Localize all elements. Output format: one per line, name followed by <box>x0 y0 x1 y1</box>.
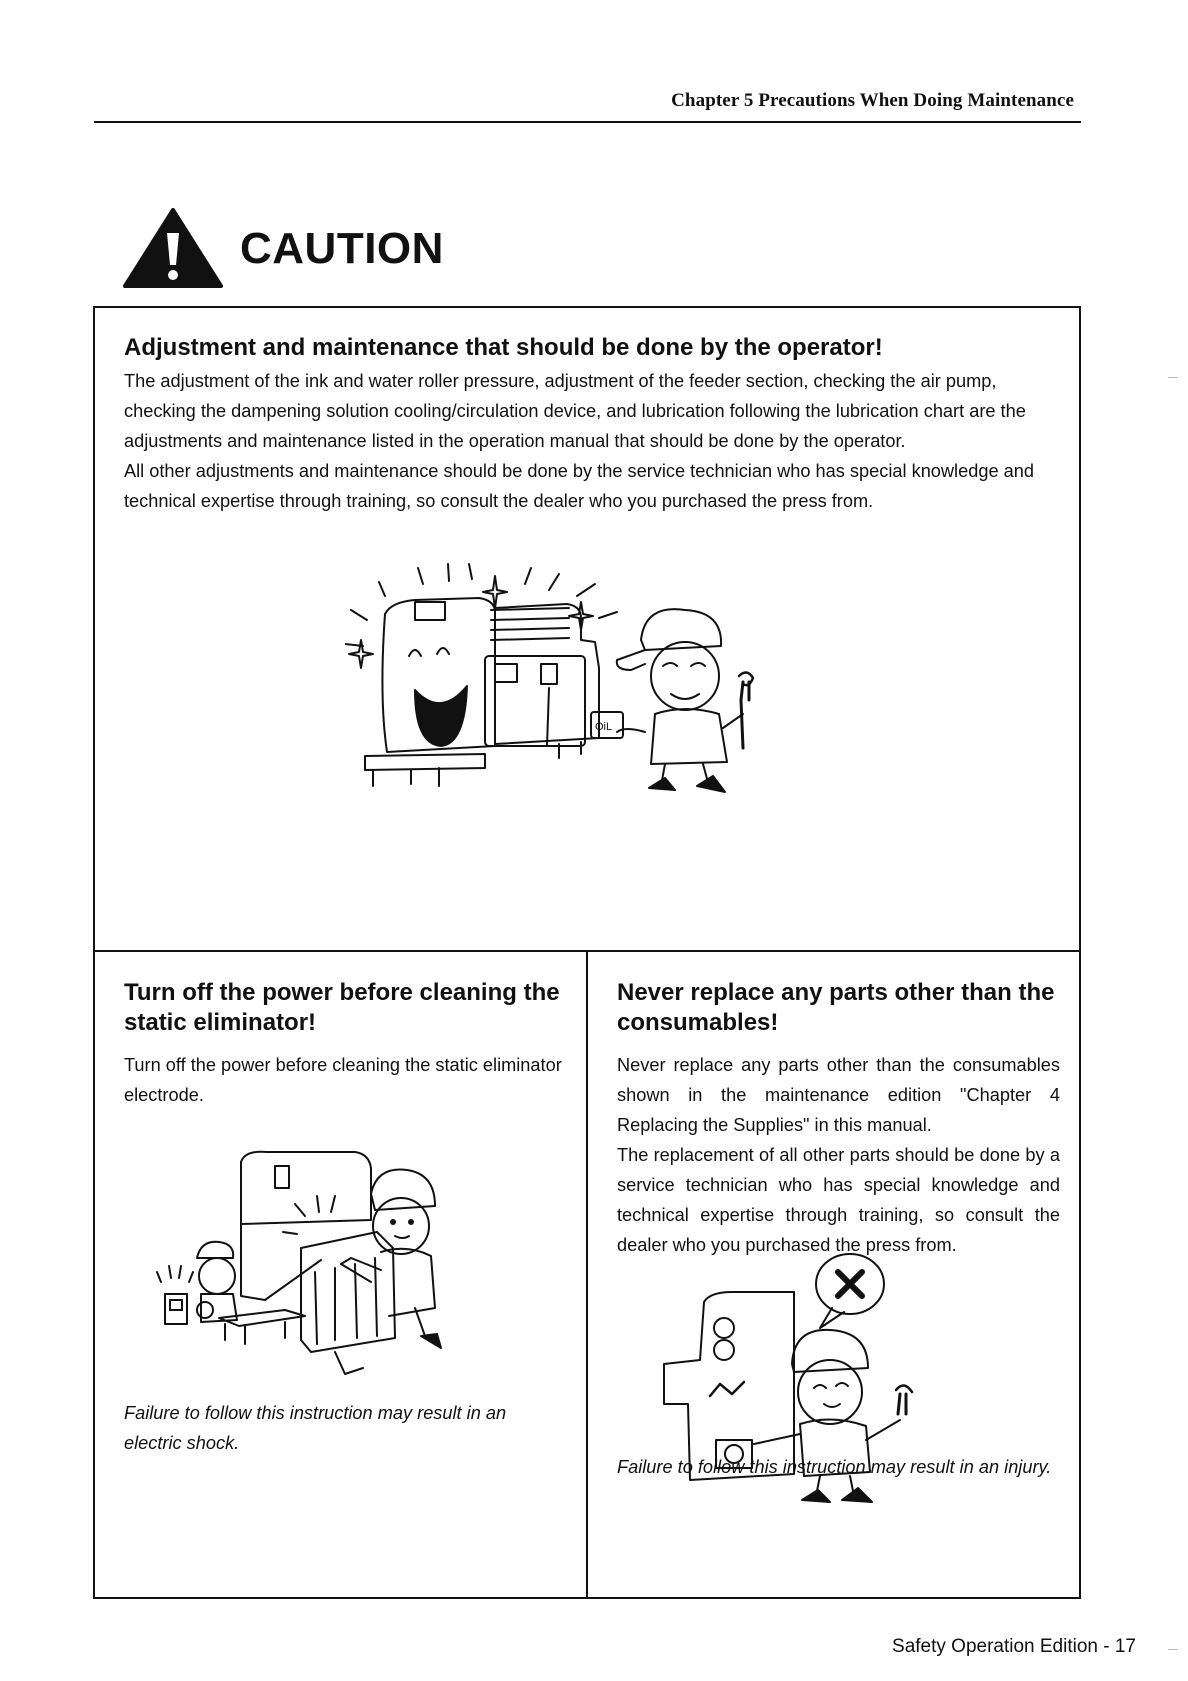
paragraph: Never replace any parts other than the consumables shown in the maintenance edition "Chapter 4 Replacing the Supplies" in this manual. <box>617 1055 1060 1135</box>
static-eliminator-section <box>93 950 588 1599</box>
oil-can-label: OiL <box>595 721 613 733</box>
header-rule <box>94 121 1081 123</box>
section-body <box>617 1050 1060 1260</box>
happy-press-and-operator-illustration <box>345 548 795 808</box>
replace-parts-section <box>586 950 1081 1599</box>
page-footer: Safety Operation Edition - 17 <box>892 1636 1136 1657</box>
printing-press <box>365 598 599 786</box>
printing-press <box>219 1152 371 1344</box>
section-body: Turn off the power before cleaning the static eliminator electrode. <box>124 1055 562 1105</box>
paragraph: The adjustment of the ink and water roller pressure, adjustment of the feeder section, checking the air pump, checking the dampening solution cooling/circulation device, and lubrication following the lubrication chart are the adjustments and maintenance listed in the operation manual that should be done by the operator. <box>124 371 1026 451</box>
sparkle-lines <box>283 1196 335 1234</box>
small-operator-figure <box>197 1242 237 1322</box>
sparkle-lines <box>345 564 617 646</box>
operator-figure <box>591 609 753 792</box>
section-heading: Adjustment and maintenance that should be done by the operator! <box>124 334 883 361</box>
chapter-header: Chapter 5 Precautions When Doing Maintenance <box>671 90 1074 111</box>
paragraph: All other adjustments and maintenance should be done by the service technician who has special knowledge and technical expertise through training, so consult the dealer who you purchased the press from. <box>124 461 1034 511</box>
section-heading: Turn off the power before cleaning the static eliminator! <box>124 979 560 1036</box>
warning-note: Failure to follow this instruction may result in an electric shock. <box>124 1403 507 1453</box>
caution-title: CAUTION <box>240 224 444 273</box>
edge-mark <box>1168 1649 1178 1650</box>
speech-bubble-with-x <box>816 1254 884 1328</box>
sparkle-star-icon <box>483 576 507 608</box>
warning-triangle-icon <box>122 207 224 289</box>
edge-mark <box>1168 377 1178 378</box>
cleaning-static-eliminator-illustration <box>145 1140 485 1400</box>
static-eliminator-unit <box>301 1232 395 1374</box>
warning-note: Failure to follow this instruction may result in an injury. <box>617 1457 1052 1477</box>
section-heading: Never replace any parts other than the consumables! <box>617 979 1055 1036</box>
paragraph: The replacement of all other parts should be done by a service technician who has special knowledge and technical expertise through training, so consult the dealer who you purchased the press from. <box>617 1145 1060 1255</box>
section-body <box>124 366 1054 516</box>
operator-maintenance-section <box>93 306 1081 952</box>
